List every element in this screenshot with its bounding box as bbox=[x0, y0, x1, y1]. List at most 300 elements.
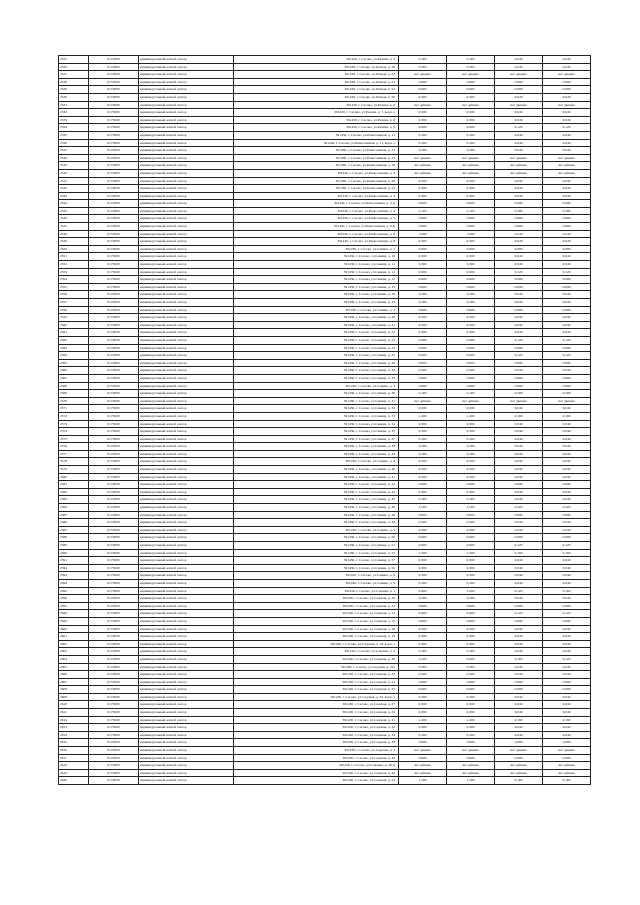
sector-type-cell: индивидуальный жилой сектор bbox=[139, 139, 234, 147]
value-3-cell: 0,040 bbox=[495, 116, 543, 124]
row-number-cell: 2590 bbox=[59, 549, 89, 557]
value-3-cell: 0,040 bbox=[495, 253, 543, 261]
row-number-cell: 2610 bbox=[59, 701, 89, 709]
value-4-cell: нет данных bbox=[543, 747, 591, 755]
row-number-cell: 2603 bbox=[59, 648, 89, 656]
sector-type-cell: индивидуальный жилой сектор bbox=[139, 109, 234, 117]
value-1-cell: 0,300 bbox=[399, 572, 447, 580]
okato-code-cell: 6173000 bbox=[89, 276, 139, 284]
table-row bbox=[59, 283, 591, 291]
address-cell: 391430, г. Сасово, ул.Ремесленная, д. 2 bbox=[234, 169, 399, 177]
sector-type-cell: индивидуальный жилой сектор bbox=[139, 329, 234, 337]
value-4-cell: 0,200 bbox=[543, 504, 591, 512]
address-cell: 391430, г. Сасово, ул.Ремесленная, д. 15 bbox=[234, 154, 399, 162]
row-number-cell: 2576 bbox=[59, 443, 89, 451]
row-number-cell: 2559 bbox=[59, 314, 89, 322]
value-4-cell: 0,040 bbox=[543, 526, 591, 534]
value-4-cell: 0,040 bbox=[543, 291, 591, 299]
okato-code-cell: 6173000 bbox=[89, 693, 139, 701]
okato-code-cell: 6173000 bbox=[89, 147, 139, 155]
value-3-cell: 0,080 bbox=[495, 306, 543, 314]
value-1-cell: 0,600 bbox=[399, 617, 447, 625]
address-cell: 391430, г. Сасово, ул.Савина, д. 46 bbox=[234, 504, 399, 512]
value-4-cell: 0,040 bbox=[543, 428, 591, 436]
sector-type-cell: индивидуальный жилой сектор bbox=[139, 162, 234, 170]
sector-type-cell: индивидуальный жилой сектор bbox=[139, 93, 234, 101]
value-3-cell: 0,080 bbox=[495, 382, 543, 390]
address-cell: 391430, г. Сасово, ул.Савина, д. 12 bbox=[234, 268, 399, 276]
table-row bbox=[59, 678, 591, 686]
row-number-cell: 2611 bbox=[59, 709, 89, 717]
row-number-cell: 2555 bbox=[59, 283, 89, 291]
value-2-cell: 2,100 bbox=[447, 390, 495, 398]
address-cell: 391430, г. Сасово, ул.Садовая, д. 12 bbox=[234, 602, 399, 610]
sector-type-cell: индивидуальный жилой сектор bbox=[139, 663, 234, 671]
row-number-cell: 2535 bbox=[59, 131, 89, 139]
address-cell: 391430, г. Сасово, ул.Савина, д. 28 bbox=[234, 367, 399, 375]
value-2-cell: 0,900 bbox=[447, 655, 495, 663]
value-1-cell: 0,900 bbox=[399, 587, 447, 595]
table-row bbox=[59, 405, 591, 413]
row-number-cell: 2546 bbox=[59, 215, 89, 223]
value-4-cell: 0,080 bbox=[543, 534, 591, 542]
address-cell: 391430, г. Сасово, ул.Ремесленная, д. 20 bbox=[234, 177, 399, 185]
address-cell: 391430, г. Сасово, ул.Садовая, д. 23 bbox=[234, 671, 399, 679]
value-1-cell: 0,600 bbox=[399, 283, 447, 291]
okato-code-cell: 6173000 bbox=[89, 86, 139, 94]
value-3-cell: 0,040 bbox=[495, 56, 543, 64]
sector-type-cell: индивидуальный жилой сектор bbox=[139, 473, 234, 481]
okato-code-cell: 6173000 bbox=[89, 655, 139, 663]
sector-type-cell: индивидуальный жилой сектор bbox=[139, 283, 234, 291]
okato-code-cell: 6173000 bbox=[89, 397, 139, 405]
sector-type-cell: индивидуальный жилой сектор bbox=[139, 314, 234, 322]
table-row bbox=[59, 504, 591, 512]
row-number-cell: 2527 bbox=[59, 71, 89, 79]
sector-type-cell: индивидуальный жилой сектор bbox=[139, 291, 234, 299]
value-1-cell: нет данных bbox=[399, 154, 447, 162]
value-1-cell: 0,300 bbox=[399, 488, 447, 496]
table-row bbox=[59, 450, 591, 458]
sector-type-cell: индивидуальный жилой сектор bbox=[139, 579, 234, 587]
row-number-cell: 2589 bbox=[59, 542, 89, 550]
value-4-cell: 0,160 bbox=[543, 777, 591, 785]
value-4-cell: 0,040 bbox=[543, 466, 591, 474]
value-2-cell: 0,900 bbox=[447, 124, 495, 132]
value-2-cell: 0,300 bbox=[447, 443, 495, 451]
value-4-cell: 0,040 bbox=[543, 420, 591, 428]
sector-type-cell: индивидуальный жилой сектор bbox=[139, 276, 234, 284]
okato-code-cell: 6173000 bbox=[89, 519, 139, 527]
value-3-cell: 0,040 bbox=[495, 131, 543, 139]
value-1-cell: 0,300 bbox=[399, 291, 447, 299]
value-3-cell: нет данных bbox=[495, 747, 543, 755]
value-4-cell: 0,120 bbox=[543, 610, 591, 618]
table-row bbox=[59, 420, 591, 428]
sector-type-cell: индивидуальный жилой сектор bbox=[139, 655, 234, 663]
value-1-cell: 0,600 bbox=[399, 200, 447, 208]
data-table bbox=[58, 55, 591, 785]
value-2-cell: 0,300 bbox=[447, 640, 495, 648]
okato-code-cell: 6173000 bbox=[89, 428, 139, 436]
row-number-cell: 2544 bbox=[59, 200, 89, 208]
table-row bbox=[59, 564, 591, 572]
okato-code-cell: 6173000 bbox=[89, 435, 139, 443]
value-3-cell: 0,160 bbox=[495, 655, 543, 663]
value-3-cell: 0,080 bbox=[495, 215, 543, 223]
sector-type-cell: индивидуальный жилой сектор bbox=[139, 534, 234, 542]
row-number-cell: 2583 bbox=[59, 496, 89, 504]
sector-type-cell: индивидуальный жилой сектор bbox=[139, 177, 234, 185]
address-cell: 391430, г. Сасово, ул.Речная, д. 9 bbox=[234, 124, 399, 132]
value-2-cell: 0,600 bbox=[447, 534, 495, 542]
table-row bbox=[59, 443, 591, 451]
address-cell: 391430, г. Сасово, ул.Садовая, д. 21а bbox=[234, 663, 399, 671]
table-row bbox=[59, 481, 591, 489]
sector-type-cell: индивидуальный жилой сектор bbox=[139, 481, 234, 489]
okato-code-cell: 6173000 bbox=[89, 329, 139, 337]
okato-code-cell: 6173000 bbox=[89, 610, 139, 618]
okato-code-cell: 6173000 bbox=[89, 716, 139, 724]
value-3-cell: 0,040 bbox=[495, 519, 543, 527]
value-3-cell: 0,040 bbox=[495, 139, 543, 147]
value-3-cell: 0,080 bbox=[495, 686, 543, 694]
value-1-cell: 0,300 bbox=[399, 329, 447, 337]
value-1-cell: 0,900 bbox=[399, 610, 447, 618]
value-4-cell: 0,040 bbox=[543, 564, 591, 572]
address-cell: 391430, г. Сасово, ул.Савина, д. 3 bbox=[234, 382, 399, 390]
table-row bbox=[59, 572, 591, 580]
value-4-cell: 0,040 bbox=[543, 109, 591, 117]
address-cell: 391430, г. Сасово, ул.Савина, д. 2 bbox=[234, 306, 399, 314]
value-1-cell: нет данных bbox=[399, 762, 447, 770]
value-4-cell: 0,120 bbox=[543, 268, 591, 276]
value-3-cell: 0,040 bbox=[495, 261, 543, 269]
value-1-cell: 0,300 bbox=[399, 238, 447, 246]
address-cell: 391430, г. Сасово, ул.Савина, д. 59 bbox=[234, 564, 399, 572]
table-row bbox=[59, 78, 591, 86]
value-3-cell: 0,040 bbox=[495, 693, 543, 701]
table-row bbox=[59, 93, 591, 101]
row-number-cell: 2602 bbox=[59, 640, 89, 648]
value-1-cell: 0,600 bbox=[399, 374, 447, 382]
value-2-cell: 0,600 bbox=[447, 374, 495, 382]
value-1-cell: 0,300 bbox=[399, 177, 447, 185]
value-1-cell: 0,600 bbox=[399, 686, 447, 694]
table-row bbox=[59, 412, 591, 420]
address-cell: 391430, г. Сасово, ул.Савина, д. 8 bbox=[234, 572, 399, 580]
value-2-cell: 0,900 bbox=[447, 542, 495, 550]
value-3-cell: нет данных bbox=[495, 397, 543, 405]
okato-code-cell: 6173000 bbox=[89, 268, 139, 276]
table-row bbox=[59, 238, 591, 246]
table-row bbox=[59, 435, 591, 443]
table-row bbox=[59, 162, 591, 170]
value-3-cell: 0,040 bbox=[495, 443, 543, 451]
value-2-cell: 0,600 bbox=[447, 754, 495, 762]
value-4-cell: нет данных bbox=[543, 762, 591, 770]
value-1-cell: 0,300 bbox=[399, 693, 447, 701]
value-1-cell: 0,300 bbox=[399, 253, 447, 261]
table-row bbox=[59, 595, 591, 603]
value-2-cell: 1,200 bbox=[447, 587, 495, 595]
table-row bbox=[59, 291, 591, 299]
okato-code-cell: 6173000 bbox=[89, 223, 139, 231]
row-number-cell: 2551 bbox=[59, 253, 89, 261]
table-row bbox=[59, 473, 591, 481]
row-number-cell: 2605 bbox=[59, 663, 89, 671]
value-1-cell: 1,200 bbox=[399, 655, 447, 663]
value-2-cell: 0,300 bbox=[447, 724, 495, 732]
address-cell: 391430, г. Сасово, ул.Савина, д. 23 bbox=[234, 336, 399, 344]
value-3-cell: 0,040 bbox=[495, 367, 543, 375]
address-cell: 391430, г. Сасово, ул.Речная, д. 52 bbox=[234, 71, 399, 79]
value-3-cell: 0,040 bbox=[495, 177, 543, 185]
value-4-cell: 0,040 bbox=[543, 192, 591, 200]
table-row bbox=[59, 716, 591, 724]
value-2-cell: 0,300 bbox=[447, 557, 495, 565]
row-number-cell: 2609 bbox=[59, 693, 89, 701]
table-row bbox=[59, 587, 591, 595]
table-row bbox=[59, 640, 591, 648]
value-1-cell: 0,300 bbox=[399, 314, 447, 322]
value-4-cell: 0,040 bbox=[543, 93, 591, 101]
value-1-cell: нет данных bbox=[399, 162, 447, 170]
value-1-cell: 0,300 bbox=[399, 428, 447, 436]
value-1-cell: 0,300 bbox=[399, 709, 447, 717]
address-cell: 391430, г. Сасово, ул.Савина, д. 35 bbox=[234, 428, 399, 436]
row-number-cell: 2578 bbox=[59, 458, 89, 466]
okato-code-cell: 6173000 bbox=[89, 724, 139, 732]
okato-code-cell: 6173000 bbox=[89, 253, 139, 261]
value-2-cell: 0,600 bbox=[447, 276, 495, 284]
value-4-cell: 0,080 bbox=[543, 200, 591, 208]
value-1-cell: 0,600 bbox=[399, 245, 447, 253]
okato-code-cell: 6173000 bbox=[89, 207, 139, 215]
table-row bbox=[59, 458, 591, 466]
value-3-cell: 0,280 bbox=[495, 390, 543, 398]
row-number-cell: 2591 bbox=[59, 557, 89, 565]
row-number-cell: 2567 bbox=[59, 374, 89, 382]
value-3-cell: 0,080 bbox=[495, 602, 543, 610]
okato-code-cell: 6173000 bbox=[89, 473, 139, 481]
okato-code-cell: 6173000 bbox=[89, 542, 139, 550]
value-1-cell: нет данных bbox=[399, 397, 447, 405]
row-number-cell: 2539 bbox=[59, 162, 89, 170]
okato-code-cell: 6173000 bbox=[89, 169, 139, 177]
value-4-cell: 0,040 bbox=[543, 648, 591, 656]
value-3-cell: 0,040 bbox=[495, 466, 543, 474]
value-2-cell: 0,300 bbox=[447, 192, 495, 200]
okato-code-cell: 6173000 bbox=[89, 185, 139, 193]
value-4-cell: 0,040 bbox=[543, 405, 591, 413]
value-4-cell: 0,040 bbox=[543, 701, 591, 709]
sector-type-cell: индивидуальный жилой сектор bbox=[139, 230, 234, 238]
address-cell: 391430, г. Сасово, ул.Савина, д. 24 bbox=[234, 344, 399, 352]
address-cell: 391430, г. Сасово, ул.Ремесленная, д. 4 bbox=[234, 207, 399, 215]
value-3-cell: 0,040 bbox=[495, 473, 543, 481]
value-2-cell: нет данных bbox=[447, 101, 495, 109]
sector-type-cell: индивидуальный жилой сектор bbox=[139, 769, 234, 777]
table-row bbox=[59, 671, 591, 679]
row-number-cell: 2568 bbox=[59, 382, 89, 390]
okato-code-cell: 6173000 bbox=[89, 534, 139, 542]
okato-code-cell: 6173000 bbox=[89, 101, 139, 109]
value-1-cell: 0,300 bbox=[399, 405, 447, 413]
row-number-cell: 2577 bbox=[59, 450, 89, 458]
value-3-cell: нет данных bbox=[495, 101, 543, 109]
value-3-cell: 0,080 bbox=[495, 511, 543, 519]
value-4-cell: 0,040 bbox=[543, 473, 591, 481]
table-row bbox=[59, 131, 591, 139]
okato-code-cell: 6173000 bbox=[89, 200, 139, 208]
okato-code-cell: 6173000 bbox=[89, 663, 139, 671]
row-number-cell: 2526 bbox=[59, 63, 89, 71]
value-2-cell: 0,600 bbox=[447, 223, 495, 231]
sector-type-cell: индивидуальный жилой сектор bbox=[139, 374, 234, 382]
value-1-cell: 0,300 bbox=[399, 557, 447, 565]
sector-type-cell: индивидуальный жилой сектор bbox=[139, 223, 234, 231]
table-row bbox=[59, 56, 591, 64]
okato-code-cell: 6173000 bbox=[89, 595, 139, 603]
address-cell: 391430, г. Сасово, ул.Речная, д. 56 bbox=[234, 93, 399, 101]
address-cell: 391430, г. Сасово, ул.Савина, д. 25 bbox=[234, 352, 399, 360]
row-number-cell: 2615 bbox=[59, 739, 89, 747]
sector-type-cell: индивидуальный жилой сектор bbox=[139, 443, 234, 451]
address-cell: 391430, г. Сасово, ул.Савина, д. 37 bbox=[234, 435, 399, 443]
value-2-cell: 0,600 bbox=[447, 359, 495, 367]
okato-code-cell: 6173000 bbox=[89, 511, 139, 519]
table-row bbox=[59, 610, 591, 618]
okato-code-cell: 6173000 bbox=[89, 177, 139, 185]
table-row bbox=[59, 185, 591, 193]
value-2-cell: 0,300 bbox=[447, 185, 495, 193]
value-1-cell: 0,600 bbox=[399, 276, 447, 284]
table-row bbox=[59, 549, 591, 557]
row-number-cell: 2562 bbox=[59, 336, 89, 344]
value-1-cell: 0,300 bbox=[399, 473, 447, 481]
row-number-cell: 2572 bbox=[59, 412, 89, 420]
value-1-cell: 0,300 bbox=[399, 420, 447, 428]
row-number-cell: 2582 bbox=[59, 488, 89, 496]
address-cell: 391430, г. Сасово, ул.Савина, д. 40 bbox=[234, 466, 399, 474]
sector-type-cell: индивидуальный жилой сектор bbox=[139, 542, 234, 550]
value-3-cell: 0,040 bbox=[495, 648, 543, 656]
okato-code-cell: 6173000 bbox=[89, 701, 139, 709]
value-3-cell: 0,040 bbox=[495, 671, 543, 679]
table-row bbox=[59, 230, 591, 238]
row-number-cell: 2580 bbox=[59, 473, 89, 481]
okato-code-cell: 6173000 bbox=[89, 777, 139, 785]
value-4-cell: нет данных bbox=[543, 101, 591, 109]
value-3-cell: 0,040 bbox=[495, 192, 543, 200]
value-3-cell: 0,120 bbox=[495, 610, 543, 618]
value-4-cell: 0,040 bbox=[543, 367, 591, 375]
value-2-cell: 0,300 bbox=[447, 572, 495, 580]
sector-type-cell: индивидуальный жилой сектор bbox=[139, 215, 234, 223]
value-3-cell: 0,040 bbox=[495, 579, 543, 587]
sector-type-cell: индивидуальный жилой сектор bbox=[139, 261, 234, 269]
okato-code-cell: 6173000 bbox=[89, 230, 139, 238]
row-number-cell: 2536 bbox=[59, 139, 89, 147]
value-1-cell: 0,600 bbox=[399, 754, 447, 762]
okato-code-cell: 6173000 bbox=[89, 450, 139, 458]
table-row bbox=[59, 466, 591, 474]
address-cell: 391430, г. Сасово, ул.Садовая, д. 29 bbox=[234, 709, 399, 717]
table-row bbox=[59, 519, 591, 527]
sector-type-cell: индивидуальный жилой сектор bbox=[139, 678, 234, 686]
okato-code-cell: 6173000 bbox=[89, 131, 139, 139]
sector-type-cell: индивидуальный жилой сектор bbox=[139, 466, 234, 474]
value-2-cell: 0,600 bbox=[447, 686, 495, 694]
value-2-cell: 0,600 bbox=[447, 382, 495, 390]
row-number-cell: 2617 bbox=[59, 754, 89, 762]
value-3-cell: 0,080 bbox=[495, 359, 543, 367]
sector-type-cell: индивидуальный жилой сектор bbox=[139, 640, 234, 648]
value-1-cell: нет данных bbox=[399, 769, 447, 777]
value-3-cell: 0,120 bbox=[495, 587, 543, 595]
table-row bbox=[59, 777, 591, 785]
table-row bbox=[59, 207, 591, 215]
sector-type-cell: индивидуальный жилой сектор bbox=[139, 200, 234, 208]
value-2-cell: 1,200 bbox=[447, 549, 495, 557]
value-4-cell: 0,040 bbox=[543, 458, 591, 466]
value-1-cell: нет данных bbox=[399, 747, 447, 755]
value-4-cell: 0,080 bbox=[543, 215, 591, 223]
sector-type-cell: индивидуальный жилой сектор bbox=[139, 71, 234, 79]
value-1-cell: 2,100 bbox=[399, 207, 447, 215]
value-1-cell: 0,600 bbox=[399, 359, 447, 367]
table-row bbox=[59, 374, 591, 382]
value-2-cell: 2,100 bbox=[447, 207, 495, 215]
value-2-cell: 0,300 bbox=[447, 595, 495, 603]
row-number-cell: 2561 bbox=[59, 329, 89, 337]
value-4-cell: 0,040 bbox=[543, 443, 591, 451]
table-row bbox=[59, 116, 591, 124]
okato-code-cell: 6173000 bbox=[89, 283, 139, 291]
address-cell: 391430, г. Сасово, ул.Садовая, д. 19, корп. а bbox=[234, 640, 399, 648]
sector-type-cell: индивидуальный жилой сектор bbox=[139, 610, 234, 618]
okato-code-cell: 6173000 bbox=[89, 139, 139, 147]
address-cell: 391430, г. Сасово, ул.Савина, д. 32 bbox=[234, 405, 399, 413]
value-1-cell: 0,300 bbox=[399, 579, 447, 587]
okato-code-cell: 6173000 bbox=[89, 299, 139, 307]
value-4-cell: 0,120 bbox=[543, 542, 591, 550]
value-4-cell: 0,080 bbox=[543, 306, 591, 314]
value-4-cell: 0,040 bbox=[543, 131, 591, 139]
address-cell: 391430, г. Сасово, ул.Садовая, д. 31 bbox=[234, 716, 399, 724]
row-number-cell: 2531 bbox=[59, 101, 89, 109]
okato-code-cell: 6173000 bbox=[89, 261, 139, 269]
value-4-cell: 0,040 bbox=[543, 640, 591, 648]
value-1-cell: 0,300 bbox=[399, 139, 447, 147]
address-cell: 391430, г. Сасово, ул.Садовая, д. 10 bbox=[234, 595, 399, 603]
sector-type-cell: индивидуальный жилой сектор bbox=[139, 321, 234, 329]
table-row bbox=[59, 223, 591, 231]
table-row bbox=[59, 762, 591, 770]
row-number-cell: 2604 bbox=[59, 655, 89, 663]
value-4-cell: 0,280 bbox=[543, 390, 591, 398]
address-cell: 391430, г. Сасово, ул.Речная, д. 6 bbox=[234, 101, 399, 109]
table-row bbox=[59, 177, 591, 185]
row-number-cell: 2597 bbox=[59, 602, 89, 610]
address-cell: 391430, г. Сасово, ул.Савина, д. 38 bbox=[234, 443, 399, 451]
value-2-cell: 0,900 bbox=[447, 268, 495, 276]
address-cell: 391430, г. Сасово, ул.Садовая, д. 32 bbox=[234, 724, 399, 732]
value-4-cell: 0,080 bbox=[543, 359, 591, 367]
value-1-cell: 0,600 bbox=[399, 382, 447, 390]
value-4-cell: 0,040 bbox=[543, 63, 591, 71]
